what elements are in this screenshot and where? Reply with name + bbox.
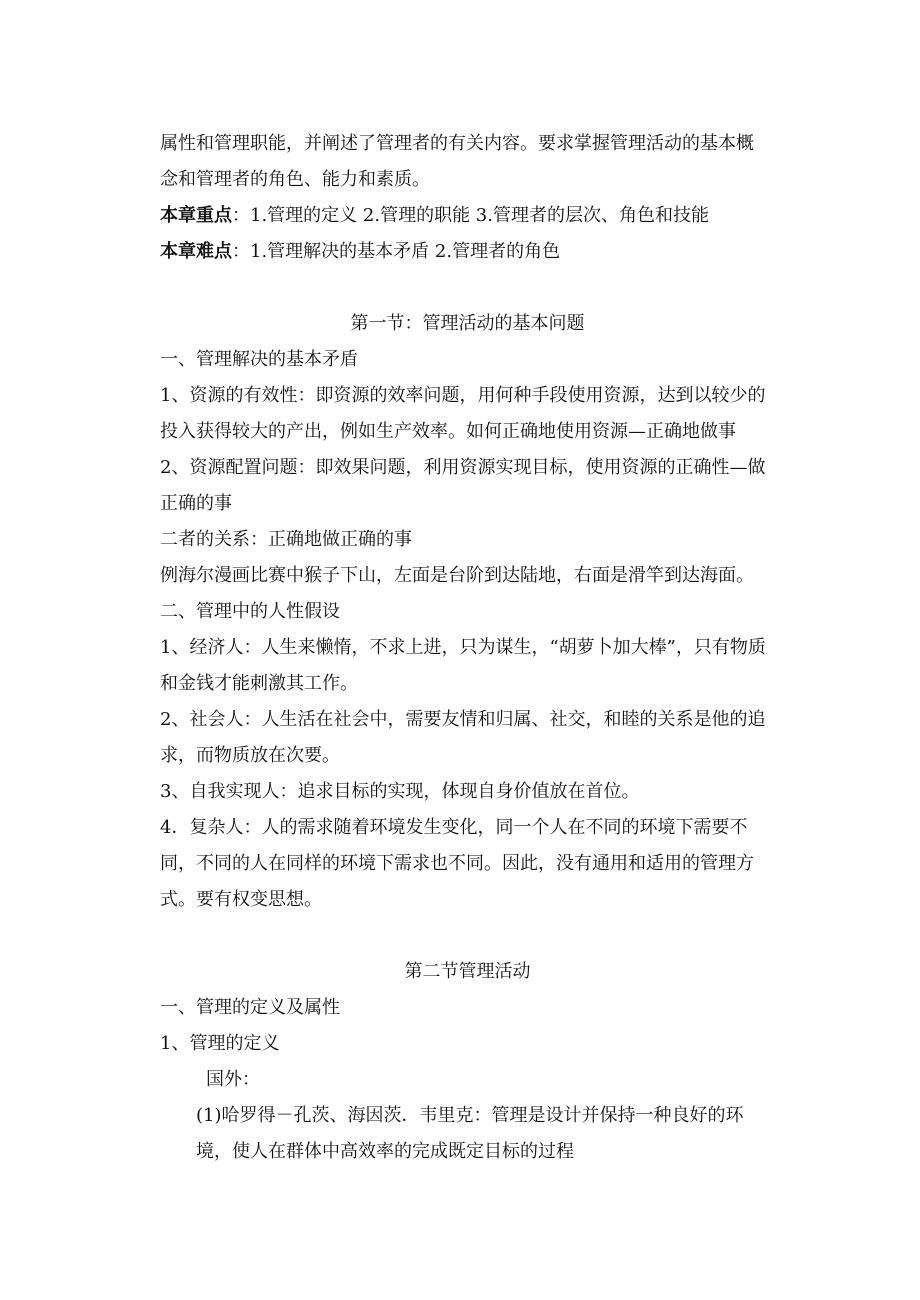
section1-item-1: 1、资源的有效性：即资源的效率问题，用何种手段使用资源，达到以较少的投入获得较大的产出，例如生产效率。如何正确地使用资源—正确地做事 bbox=[160, 385, 766, 442]
hypothesis-economic: 1、经济人：人生来懒惰，不求上进，只为谋生，“胡萝卜加大棒”，只有物质和金钱才能刺激其工作。 bbox=[160, 637, 766, 694]
section1-heading-1: 一、管理解决的基本矛盾 bbox=[160, 349, 358, 370]
section1-title: 第一节：管理活动的基本问题 bbox=[350, 313, 585, 334]
definition-1-line-2: 境，使人在群体中高效率的完成既定目标的过程 bbox=[196, 1141, 574, 1162]
document-page bbox=[160, 126, 775, 1170]
definition-1-line-1: (1)哈罗得－孔茨、海因茨．韦里克：管理是设计并保持一种良好的环 bbox=[196, 1105, 744, 1126]
key-points-label: 本章重点 bbox=[160, 205, 232, 226]
key-points bbox=[160, 198, 775, 234]
spacer bbox=[160, 918, 775, 954]
section2-foreign: 国外： bbox=[206, 1069, 260, 1090]
section2-title: 第二节管理活动 bbox=[404, 961, 531, 982]
hypothesis-social: 2、社会人：人生活在社会中，需要友情和归属、社交，和睦的关系是他的追求，而物质放在次要。 bbox=[160, 709, 766, 766]
difficult-points-label: 本章难点 bbox=[160, 241, 232, 262]
difficult-points-text: ：1.管理解决的基本矛盾 2.管理者的角色 bbox=[232, 241, 561, 262]
hypothesis-self-actualizing: 3、自我实现人：追求目标的实现，体现自身价值放在首位。 bbox=[160, 781, 640, 802]
spacer bbox=[160, 270, 775, 306]
section1-heading-2: 二、管理中的人性假设 bbox=[160, 601, 340, 622]
section1-example: 例海尔漫画比赛中猴子下山，左面是台阶到达陆地，右面是滑竿到达海面。 bbox=[160, 565, 754, 586]
intro-line-2: 念和管理者的角色、能力和素质。 bbox=[160, 169, 430, 190]
section1-item-2: 2、资源配置问题：即效果问题，利用资源实现目标，使用资源的正确性—做正确的事 bbox=[160, 457, 766, 514]
section1-relation: 二者的关系：正确地做正确的事 bbox=[160, 529, 412, 550]
hypothesis-complex: 4．复杂人：人的需求随着环境发生变化，同一个人在不同的环境下需要不同，不同的人在同样的环境下需求也不同。因此，没有通用和适用的管理方式。要有权变思想。 bbox=[160, 817, 754, 910]
section2-heading-1: 一、管理的定义及属性 bbox=[160, 997, 340, 1018]
key-points-text: ：1.管理的定义 2.管理的职能 3.管理者的层次、角色和技能 bbox=[232, 205, 709, 226]
section2-sub-1: 1、管理的定义 bbox=[160, 1033, 280, 1054]
difficult-points bbox=[160, 234, 775, 270]
intro-line-1: 属性和管理职能，并阐述了管理者的有关内容。要求掌握管理活动的基本概 bbox=[160, 133, 754, 154]
